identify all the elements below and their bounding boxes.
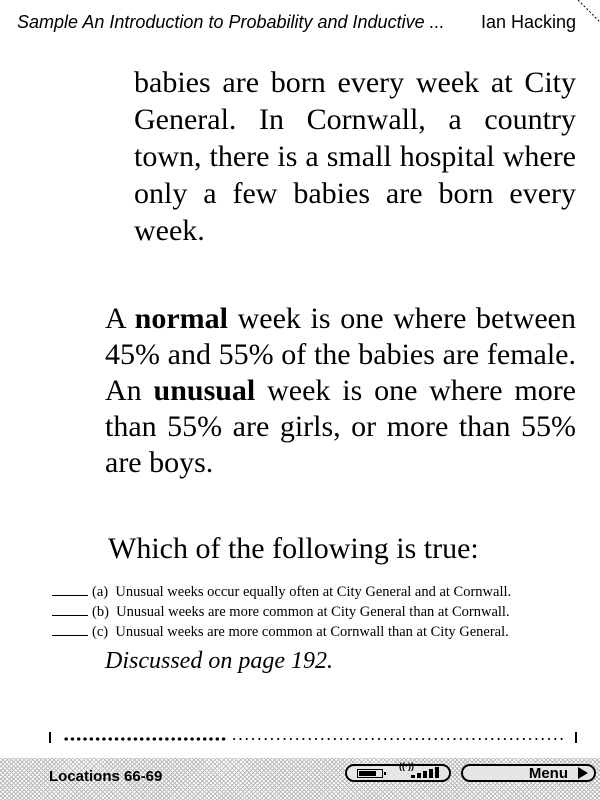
signal-bar — [411, 775, 415, 778]
paragraph-1: babies are born every week at City General. In Cornwall, a country town, there is a small hospital where only a few babies are born every week. — [134, 66, 576, 247]
progress-start-tick — [49, 732, 51, 743]
choice-label: (c) — [92, 624, 109, 640]
signal-bar — [417, 773, 421, 778]
signal-bar — [435, 767, 439, 778]
signal-strength-icon — [411, 768, 441, 778]
p2-text-3: week is one where more than 55% are girls, or more than 55% are boys. — [105, 374, 576, 479]
wifi-icon: ((·)) — [399, 761, 414, 771]
answer-blank — [52, 615, 88, 616]
choice-text: Unusual weeks are more common at Cornwall than at City General. — [115, 624, 509, 640]
book-title: Sample An Introduction to Probability and Inductive ... — [17, 12, 445, 32]
p2-text-2: week is one where between 45% and 55% of the babies are female. An — [105, 302, 577, 407]
chevron-right-icon — [578, 767, 588, 779]
term-normal: normal — [134, 302, 228, 335]
answer-blank — [52, 635, 88, 636]
choice-label: (b) — [92, 604, 109, 620]
progress-bar[interactable] — [49, 732, 577, 746]
battery-level — [359, 771, 376, 776]
status-bar — [0, 758, 600, 800]
bookmark-corner-icon[interactable] — [574, 0, 600, 26]
menu-label: Menu — [528, 765, 568, 782]
choice-item — [52, 602, 582, 622]
battery-icon — [357, 769, 383, 778]
paragraph-2 — [105, 301, 576, 481]
choice-text: Unusual weeks are more common at City General than at Cornwall. — [116, 604, 510, 620]
menu-button[interactable] — [461, 764, 596, 782]
progress-unread-dots — [231, 738, 563, 740]
signal-bar — [429, 769, 433, 778]
choice-item — [52, 622, 582, 642]
choice-list — [52, 582, 582, 642]
location-indicator: Locations 66-69 — [49, 768, 163, 785]
answer-blank — [52, 595, 88, 596]
p2-text-1: A — [105, 302, 135, 335]
discussion-note: Discussed on page 192. — [105, 648, 333, 674]
header-bar — [0, 0, 600, 44]
term-unusual: unusual — [153, 374, 256, 407]
book-author: Ian Hacking — [480, 12, 576, 32]
signal-bar — [423, 771, 427, 778]
choice-label: (a) — [92, 584, 109, 600]
choice-item — [52, 582, 582, 602]
choice-text: Unusual weeks occur equally often at City General and at Cornwall. — [115, 584, 512, 600]
progress-read-dots — [63, 737, 228, 741]
progress-end-tick — [575, 732, 577, 743]
device-status — [345, 761, 451, 782]
question-text: Which of the following is true: — [108, 532, 479, 565]
